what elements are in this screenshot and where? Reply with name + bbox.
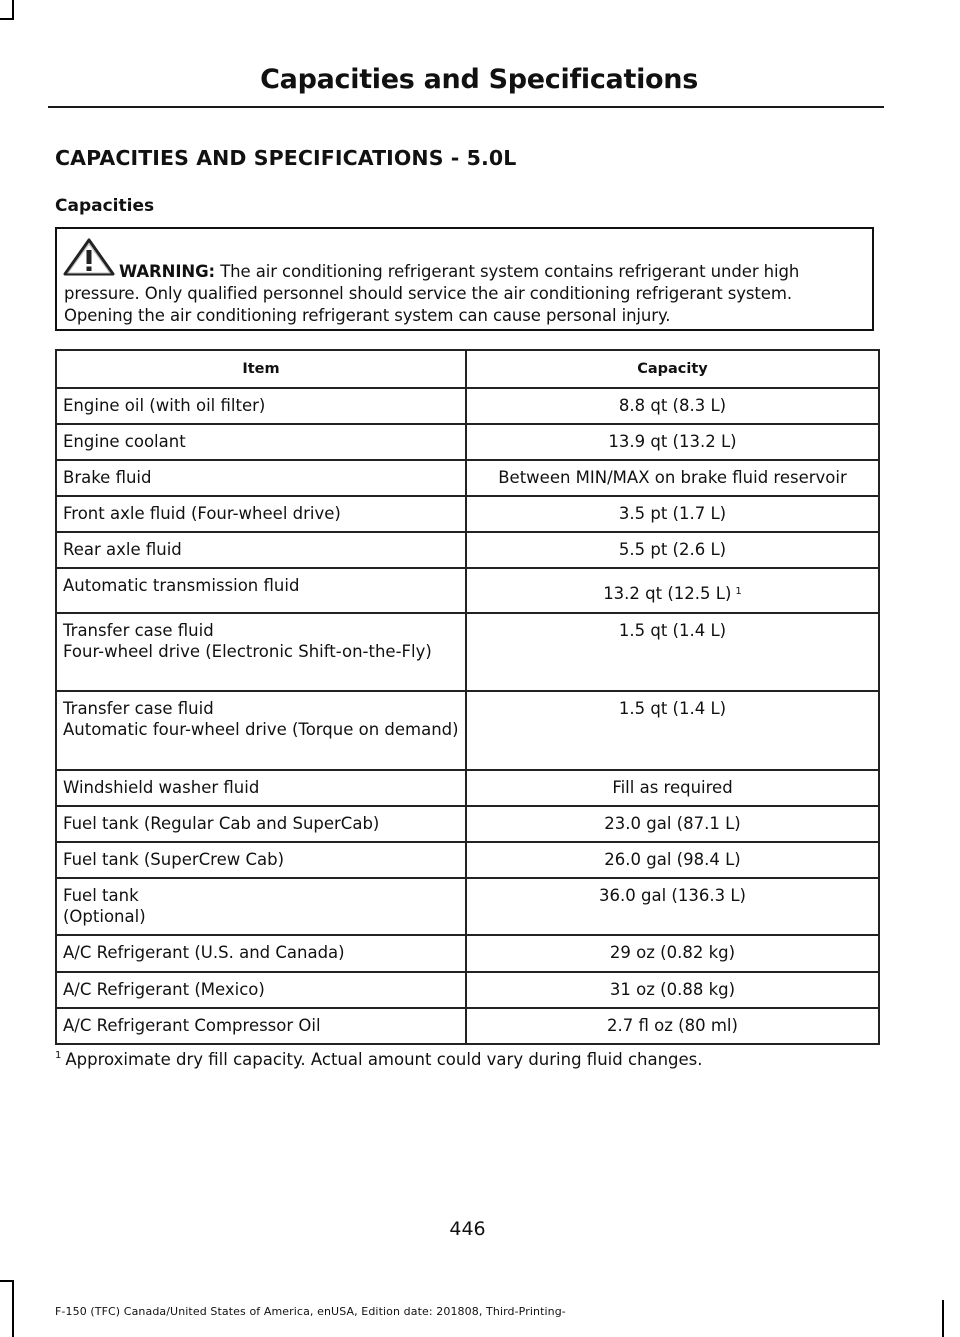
cell-item xyxy=(56,496,466,532)
warning-body: The air conditioning refrigerant system contains refrigerant under high pressure. Only qualified personnel should service the air conditioning refrigerant system. Opening the air conditioning refrigerant system can cause personal injury. xyxy=(64,262,800,325)
table-row xyxy=(56,806,879,842)
table-row xyxy=(56,460,879,496)
cell-item-line: Engine oil (with oil filter) xyxy=(63,396,266,415)
cell-item-line: A/C Refrigerant (Mexico) xyxy=(63,980,265,999)
warning-box xyxy=(55,227,874,331)
cell-capacity-value: Fill as required xyxy=(612,778,733,797)
cell-capacity xyxy=(466,935,879,972)
cell-item xyxy=(56,770,466,806)
footer-edition-text: F-150 (TFC) Canada/United States of America, enUSA, Edition date: 201808, Third-Printing- xyxy=(55,1305,566,1318)
table-row xyxy=(56,878,879,935)
footnote-marker: 1 xyxy=(55,1050,62,1061)
table-header-row xyxy=(56,350,879,388)
page-header-title: Capacities and Specifications xyxy=(260,64,698,95)
cell-capacity-value: 29 oz (0.82 kg) xyxy=(609,943,736,962)
table-row xyxy=(56,388,879,424)
cell-item xyxy=(56,806,466,842)
cell-item xyxy=(56,691,466,770)
cell-item xyxy=(56,613,466,691)
cell-item-subline: (Optional) xyxy=(63,907,146,926)
cell-capacity-value: 36.0 gal (136.3 L) xyxy=(599,886,746,905)
cell-item xyxy=(56,388,466,424)
cell-capacity xyxy=(466,1008,879,1044)
cell-capacity xyxy=(466,424,879,460)
cell-item-line: Engine coolant xyxy=(63,432,186,451)
crop-mark xyxy=(0,18,14,20)
table-row xyxy=(56,496,879,532)
cell-item-line: A/C Refrigerant Compressor Oil xyxy=(63,1016,321,1035)
cell-item-line: Transfer case fluid xyxy=(63,621,214,640)
footnote xyxy=(55,1050,703,1069)
cell-item xyxy=(56,1008,466,1044)
cell-capacity-value: 23.0 gal (87.1 L) xyxy=(604,814,741,833)
cell-item xyxy=(56,532,466,568)
cell-item-line: Automatic transmission fluid xyxy=(63,576,300,595)
cell-item xyxy=(56,935,466,972)
cell-capacity xyxy=(466,770,879,806)
column-header-capacity: Capacity xyxy=(466,350,879,388)
cell-item-line: Brake fluid xyxy=(63,468,152,487)
table-row xyxy=(56,1008,879,1044)
table-body xyxy=(56,388,879,1044)
cell-capacity-value: 1.5 qt (1.4 L) xyxy=(618,699,727,718)
warning-label: WARNING: xyxy=(119,262,216,281)
cell-item-line: Front axle fluid (Four-wheel drive) xyxy=(63,504,341,523)
footnote-ref: 1 xyxy=(735,586,742,597)
cell-capacity xyxy=(466,842,879,878)
crop-mark xyxy=(12,1280,14,1337)
table-row xyxy=(56,613,879,691)
crop-mark xyxy=(942,1300,944,1337)
warning-text xyxy=(64,261,864,327)
table-row xyxy=(56,935,879,972)
footnote-text: Approximate dry fill capacity. Actual amount could vary during fluid changes. xyxy=(65,1050,703,1069)
table-row xyxy=(56,770,879,806)
cell-item-line: A/C Refrigerant (U.S. and Canada) xyxy=(63,943,345,962)
table-row xyxy=(56,842,879,878)
cell-capacity-value: 31 oz (0.88 kg) xyxy=(609,980,736,999)
cell-capacity-value: 26.0 gal (98.4 L) xyxy=(604,850,741,869)
cell-item xyxy=(56,972,466,1008)
cell-item-line: Fuel tank xyxy=(63,886,139,905)
cell-item xyxy=(56,568,466,613)
cell-capacity xyxy=(466,691,879,770)
cell-capacity xyxy=(466,496,879,532)
cell-item-line: Transfer case fluid xyxy=(63,699,214,718)
cell-item xyxy=(56,424,466,460)
table-row xyxy=(56,424,879,460)
crop-mark xyxy=(0,1280,14,1282)
crop-mark xyxy=(12,0,14,18)
cell-item-line: Rear axle fluid xyxy=(63,540,182,559)
cell-capacity-value: 5.5 pt (2.6 L) xyxy=(618,540,727,559)
cell-item-subline: Four-wheel drive (Electronic Shift-on-the-Fly) xyxy=(63,642,432,661)
capacities-table xyxy=(55,349,880,1045)
cell-capacity-value: 3.5 pt (1.7 L) xyxy=(618,504,727,523)
column-header-item: Item xyxy=(56,350,466,388)
cell-capacity xyxy=(466,806,879,842)
cell-item xyxy=(56,878,466,935)
cell-capacity xyxy=(466,388,879,424)
cell-item-line: Windshield washer fluid xyxy=(63,778,260,797)
cell-capacity xyxy=(466,568,879,613)
page-header xyxy=(48,58,884,108)
cell-item xyxy=(56,842,466,878)
cell-item xyxy=(56,460,466,496)
table-row xyxy=(56,532,879,568)
table-row xyxy=(56,568,879,613)
cell-item-line: Fuel tank (Regular Cab and SuperCab) xyxy=(63,814,380,833)
cell-capacity xyxy=(466,972,879,1008)
cell-capacity-value: Between MIN/MAX on brake fluid reservoir xyxy=(498,468,847,487)
section-title: CAPACITIES AND SPECIFICATIONS - 5.0L xyxy=(55,146,517,170)
cell-capacity-value: 13.9 qt (13.2 L) xyxy=(608,432,737,451)
cell-capacity-value: 8.8 qt (8.3 L) xyxy=(618,396,727,415)
cell-capacity xyxy=(466,613,879,691)
page-number: 446 xyxy=(449,1218,486,1240)
cell-capacity xyxy=(466,878,879,935)
section-subtitle: Capacities xyxy=(55,196,155,216)
cell-capacity xyxy=(466,532,879,568)
cell-item-subline: Automatic four-wheel drive (Torque on demand) xyxy=(63,720,459,739)
cell-capacity xyxy=(466,460,879,496)
cell-capacity-value: 2.7 fl oz (80 ml) xyxy=(607,1016,738,1035)
cell-capacity-value: 1.5 qt (1.4 L) xyxy=(618,621,727,640)
cell-item-line: Fuel tank (SuperCrew Cab) xyxy=(63,850,285,869)
cell-capacity-value: 13.2 qt (12.5 L) xyxy=(603,584,732,603)
table-row xyxy=(56,972,879,1008)
table-row xyxy=(56,691,879,770)
